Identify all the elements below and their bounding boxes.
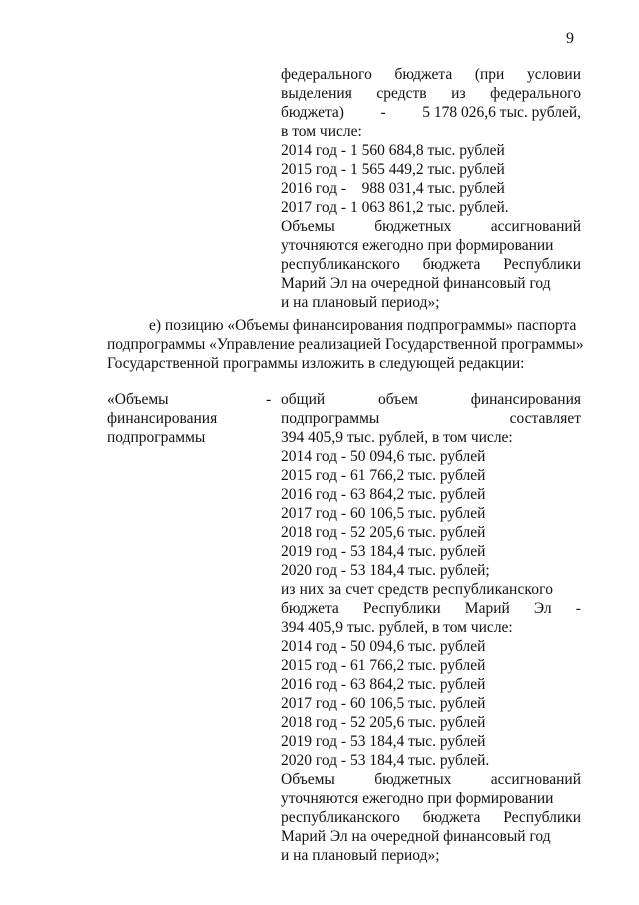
federal-year-2016: 2016 год - 988 031,4 тыс. рублей xyxy=(281,180,505,197)
note-line-2: уточняются ежегодно при формировании xyxy=(281,237,554,254)
word: выделения xyxy=(281,85,352,102)
republic-total-line: 394 405,9 тыс. рублей, в том числе: xyxy=(281,619,513,636)
word: бюджета xyxy=(394,66,453,83)
word: - xyxy=(380,104,386,121)
republic-budget-line-1: из них за счет средств республиканского xyxy=(281,581,554,598)
word: федерального xyxy=(490,85,581,102)
word: Эл xyxy=(533,600,552,617)
word: - xyxy=(575,600,581,617)
total-year-2015: 2015 год - 61 766,2 тыс. рублей xyxy=(281,467,486,484)
final-note-line-2: уточняются ежегодно при формировании xyxy=(281,790,554,807)
section-e-line-3: Государственной программы изложить в следующей редакции: xyxy=(107,355,525,372)
word: ассигнований xyxy=(490,218,581,235)
word: (при xyxy=(474,66,505,83)
right-line-2 xyxy=(281,410,581,428)
republic-year-2016: 2016 год - 63 864,2 тыс. рублей xyxy=(281,676,486,693)
word: ассигнований xyxy=(490,771,581,788)
funding-federal-total-line xyxy=(281,104,581,122)
word: составляет xyxy=(509,410,581,427)
word: бюджета xyxy=(422,256,481,273)
total-year-2014: 2014 год - 50 094,6 тыс. рублей xyxy=(281,448,486,465)
word: условии xyxy=(526,66,581,83)
total-year-2016: 2016 год - 63 864,2 тыс. рублей xyxy=(281,486,486,503)
word: Республики xyxy=(503,809,581,826)
funding-federal-line-2 xyxy=(281,85,581,103)
note-line-5: и на плановый период»; xyxy=(281,294,440,311)
note-line-1 xyxy=(281,218,581,236)
note-line-4: Марий Эл на очередной финансовый год xyxy=(281,275,551,292)
word: федерального xyxy=(281,66,372,83)
including-label: в том числе: xyxy=(281,123,362,140)
republic-year-2015: 2015 год - 61 766,2 тыс. рублей xyxy=(281,657,486,674)
word: из xyxy=(451,85,466,102)
republic-year-2020: 2020 год - 53 184,4 тыс. рублей. xyxy=(281,752,490,769)
word: объем xyxy=(378,391,418,408)
word: бюджета) xyxy=(281,104,344,121)
federal-year-2014: 2014 год - 1 560 684,8 тыс. рублей xyxy=(281,142,505,159)
word: общий xyxy=(281,391,326,408)
federal-year-2015: 2015 год - 1 565 449,2 тыс. рублей xyxy=(281,161,505,178)
word: бюджетных xyxy=(374,218,452,235)
section-e-line-1: е) позицию «Объемы финансирования подпрограммы» паспорта xyxy=(149,317,577,334)
right-line-1 xyxy=(281,391,581,409)
final-note-line-1 xyxy=(281,771,581,789)
funding-federal-line-1 xyxy=(281,66,581,84)
final-note-line-4: Марий Эл на очередной финансовый год xyxy=(281,828,551,845)
word: Объемы xyxy=(281,218,335,235)
total-amount-line: 394 405,9 тыс. рублей, в том числе: xyxy=(281,429,513,446)
word: республиканского xyxy=(281,256,400,273)
word: Объемы xyxy=(281,771,335,788)
page-number: 9 xyxy=(566,30,574,47)
total-year-2019: 2019 год - 53 184,4 тыс. рублей xyxy=(281,543,486,560)
note-line-3 xyxy=(281,256,581,274)
republic-year-2014: 2014 год - 50 094,6 тыс. рублей xyxy=(281,638,486,655)
federal-year-2017: 2017 год - 1 063 861,2 тыс. рублей. xyxy=(281,199,509,216)
total-year-2017: 2017 год - 60 106,5 тыс. рублей xyxy=(281,505,486,522)
left-label-line-3: подпрограммы xyxy=(107,429,206,446)
final-note-line-3 xyxy=(281,809,581,827)
word: Республики xyxy=(503,256,581,273)
total-year-2018: 2018 год - 52 205,6 тыс. рублей xyxy=(281,524,486,541)
word: бюджета xyxy=(422,809,481,826)
word: средств xyxy=(376,85,427,102)
word: республиканского xyxy=(281,809,400,826)
federal-total-amount: 5 178 026,6 тыс. рублей, xyxy=(422,104,581,121)
word: бюджетных xyxy=(374,771,452,788)
word: бюджета xyxy=(281,600,339,617)
republic-year-2019: 2019 год - 53 184,4 тыс. рублей xyxy=(281,733,486,750)
word: финансирования xyxy=(470,391,581,408)
word: подпрограммы xyxy=(281,410,380,427)
republic-year-2017: 2017 год - 60 106,5 тыс. рублей xyxy=(281,695,486,712)
left-label-line-2: финансирования xyxy=(107,410,218,427)
left-label-line-1: «Объемы xyxy=(107,391,169,408)
section-e-line-2: подпрограммы «Управление реализацией Государственной программы» xyxy=(107,336,584,353)
final-note-line-5: и на плановый период»; xyxy=(281,847,440,864)
word: Марий xyxy=(464,600,510,617)
separator-dash: - xyxy=(266,391,272,408)
total-year-2020: 2020 год - 53 184,4 тыс. рублей; xyxy=(281,562,490,579)
word: Республики xyxy=(362,600,441,617)
republic-year-2018: 2018 год - 52 205,6 тыс. рублей xyxy=(281,714,486,731)
republic-budget-line-2 xyxy=(281,600,581,618)
